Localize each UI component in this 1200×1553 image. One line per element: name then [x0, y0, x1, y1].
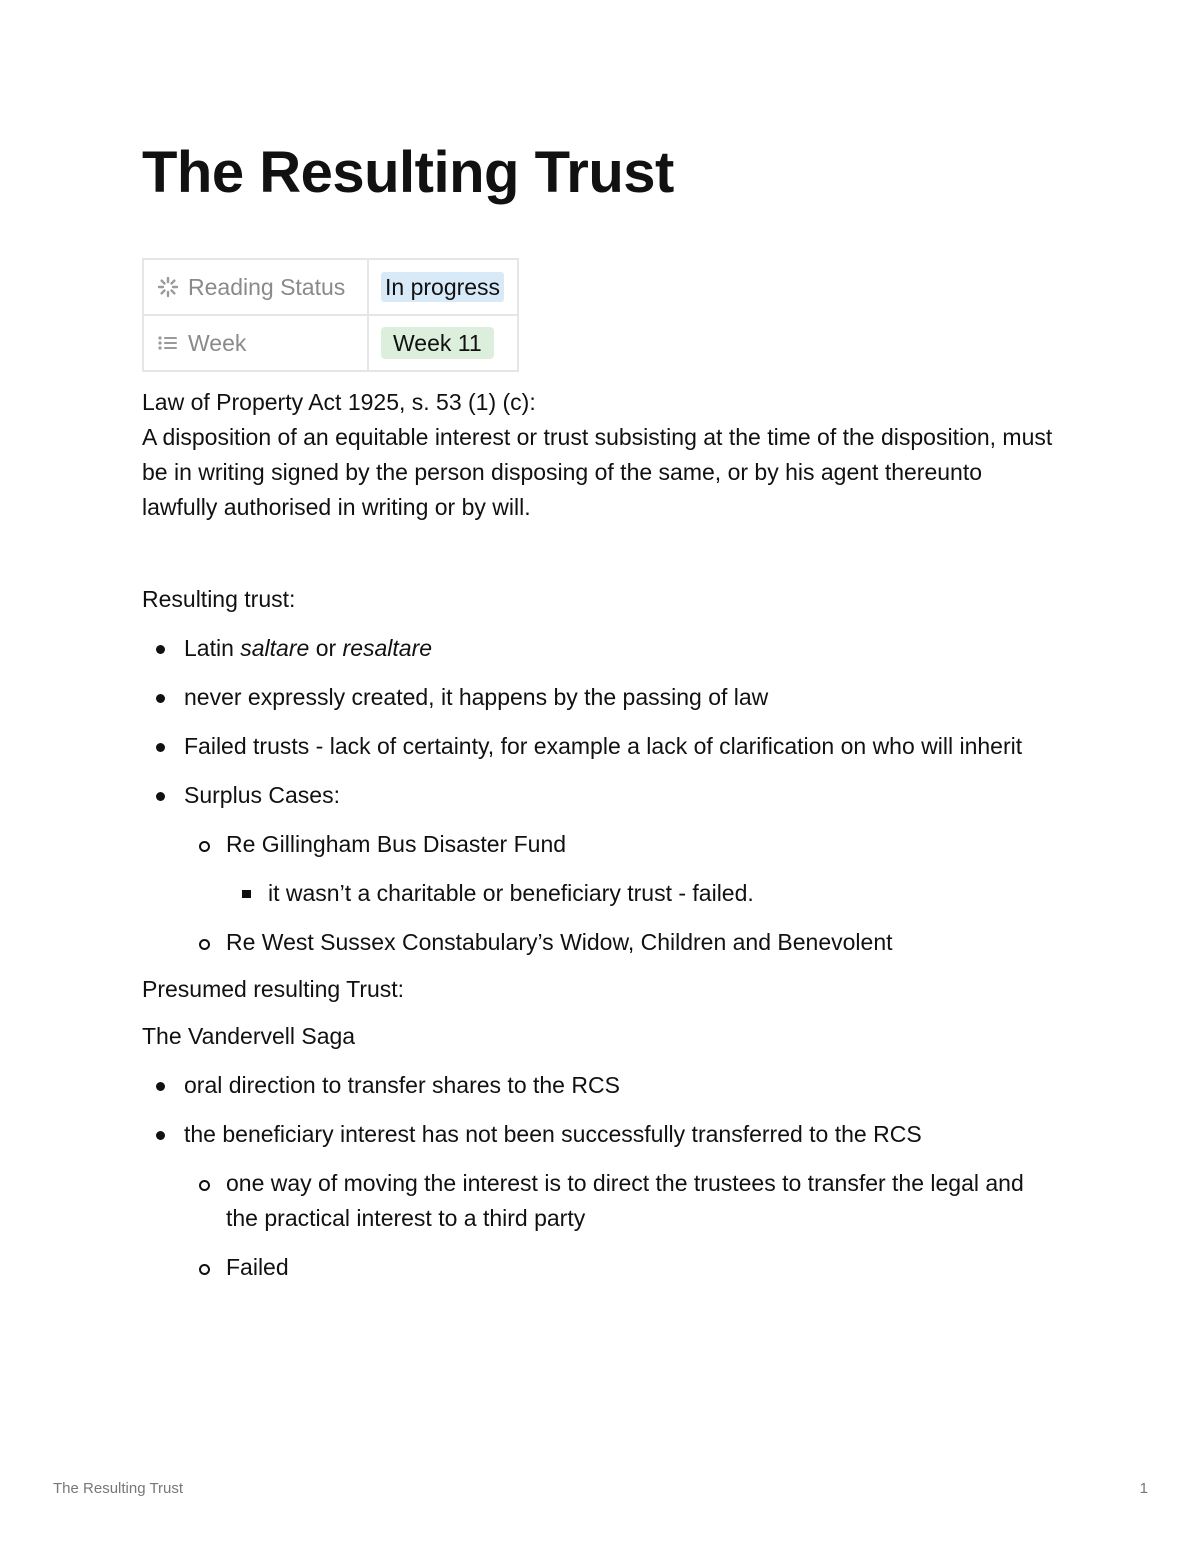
statute-text: A disposition of an equitable interest or trust subsisting at the time of the disposition, must be in writing signed by the person disposing of the same, or by his agent thereunto lawfully authorised in writing or by will. — [142, 424, 1053, 520]
resulting-trust-list — [142, 631, 1062, 960]
vandervell-saga-heading: The Vandervell Saga — [142, 1023, 356, 1049]
list-item: it wasn’t a charitable or beneficiary trust - failed. — [142, 876, 1062, 911]
property-key-label: Reading Status — [188, 273, 346, 300]
list-item: never expressly created, it happens by the passing of law — [142, 680, 1062, 715]
property-key-label: Week — [188, 329, 247, 356]
list-item: one way of moving the interest is to direct the trustees to transfer the legal and the practical interest to a third party — [142, 1166, 1062, 1236]
bullet-icon — [156, 694, 165, 703]
latin-term: saltare — [240, 635, 310, 661]
latin-term: resaltare — [342, 635, 433, 661]
properties-table — [142, 258, 519, 372]
list-item: Surplus Cases: — [142, 778, 1062, 813]
property-row-week[interactable] — [143, 315, 518, 371]
statute-heading: Law of Property Act 1925, s. 53 (1) (c): — [142, 389, 536, 415]
bullet-icon — [156, 1082, 165, 1091]
property-row-reading-status[interactable] — [143, 259, 518, 315]
list-icon — [156, 331, 180, 355]
property-key-cell — [143, 259, 368, 315]
list-item: the beneficiary interest has not been successfully transferred to the RCS — [142, 1117, 1062, 1152]
list-item: Latin saltare or resaltare — [142, 631, 1062, 666]
page-number: 1 — [1139, 1480, 1148, 1497]
week-badge[interactable]: Week 11 — [381, 327, 494, 359]
hollow-bullet-icon — [199, 841, 210, 852]
resulting-trust-heading: Resulting trust: — [142, 586, 296, 612]
list-item: Re West Sussex Constabulary’s Widow, Children and Benevolent — [142, 925, 1062, 960]
status-badge[interactable]: In progress — [381, 272, 504, 302]
square-bullet-icon — [242, 890, 251, 898]
page-content — [142, 385, 1062, 1285]
list-item: oral direction to transfer shares to the RCS — [142, 1068, 1062, 1103]
bullet-icon — [156, 1131, 165, 1140]
footer-title: The Resulting Trust — [53, 1480, 184, 1497]
property-value-cell[interactable] — [368, 259, 518, 315]
property-key-cell — [143, 315, 368, 371]
presumed-trust-heading: Presumed resulting Trust: — [142, 976, 405, 1002]
hollow-bullet-icon — [199, 1180, 210, 1191]
spacer — [142, 525, 1062, 582]
list-item: Failed — [142, 1250, 1062, 1285]
bullet-icon — [156, 743, 165, 752]
list-item: Failed trusts - lack of certainty, for example a lack of clarification on who will inherit — [142, 729, 1062, 764]
hollow-bullet-icon — [199, 1264, 210, 1275]
bullet-icon — [156, 792, 165, 801]
list-item: Re Gillingham Bus Disaster Fund — [142, 827, 1062, 862]
page-title: The Resulting Trust — [142, 140, 674, 205]
hollow-bullet-icon — [199, 939, 210, 950]
loading-spinner-icon — [156, 275, 180, 299]
property-value-cell[interactable] — [368, 315, 518, 371]
bullet-icon — [156, 645, 165, 654]
presumed-trust-list — [142, 1068, 1062, 1285]
